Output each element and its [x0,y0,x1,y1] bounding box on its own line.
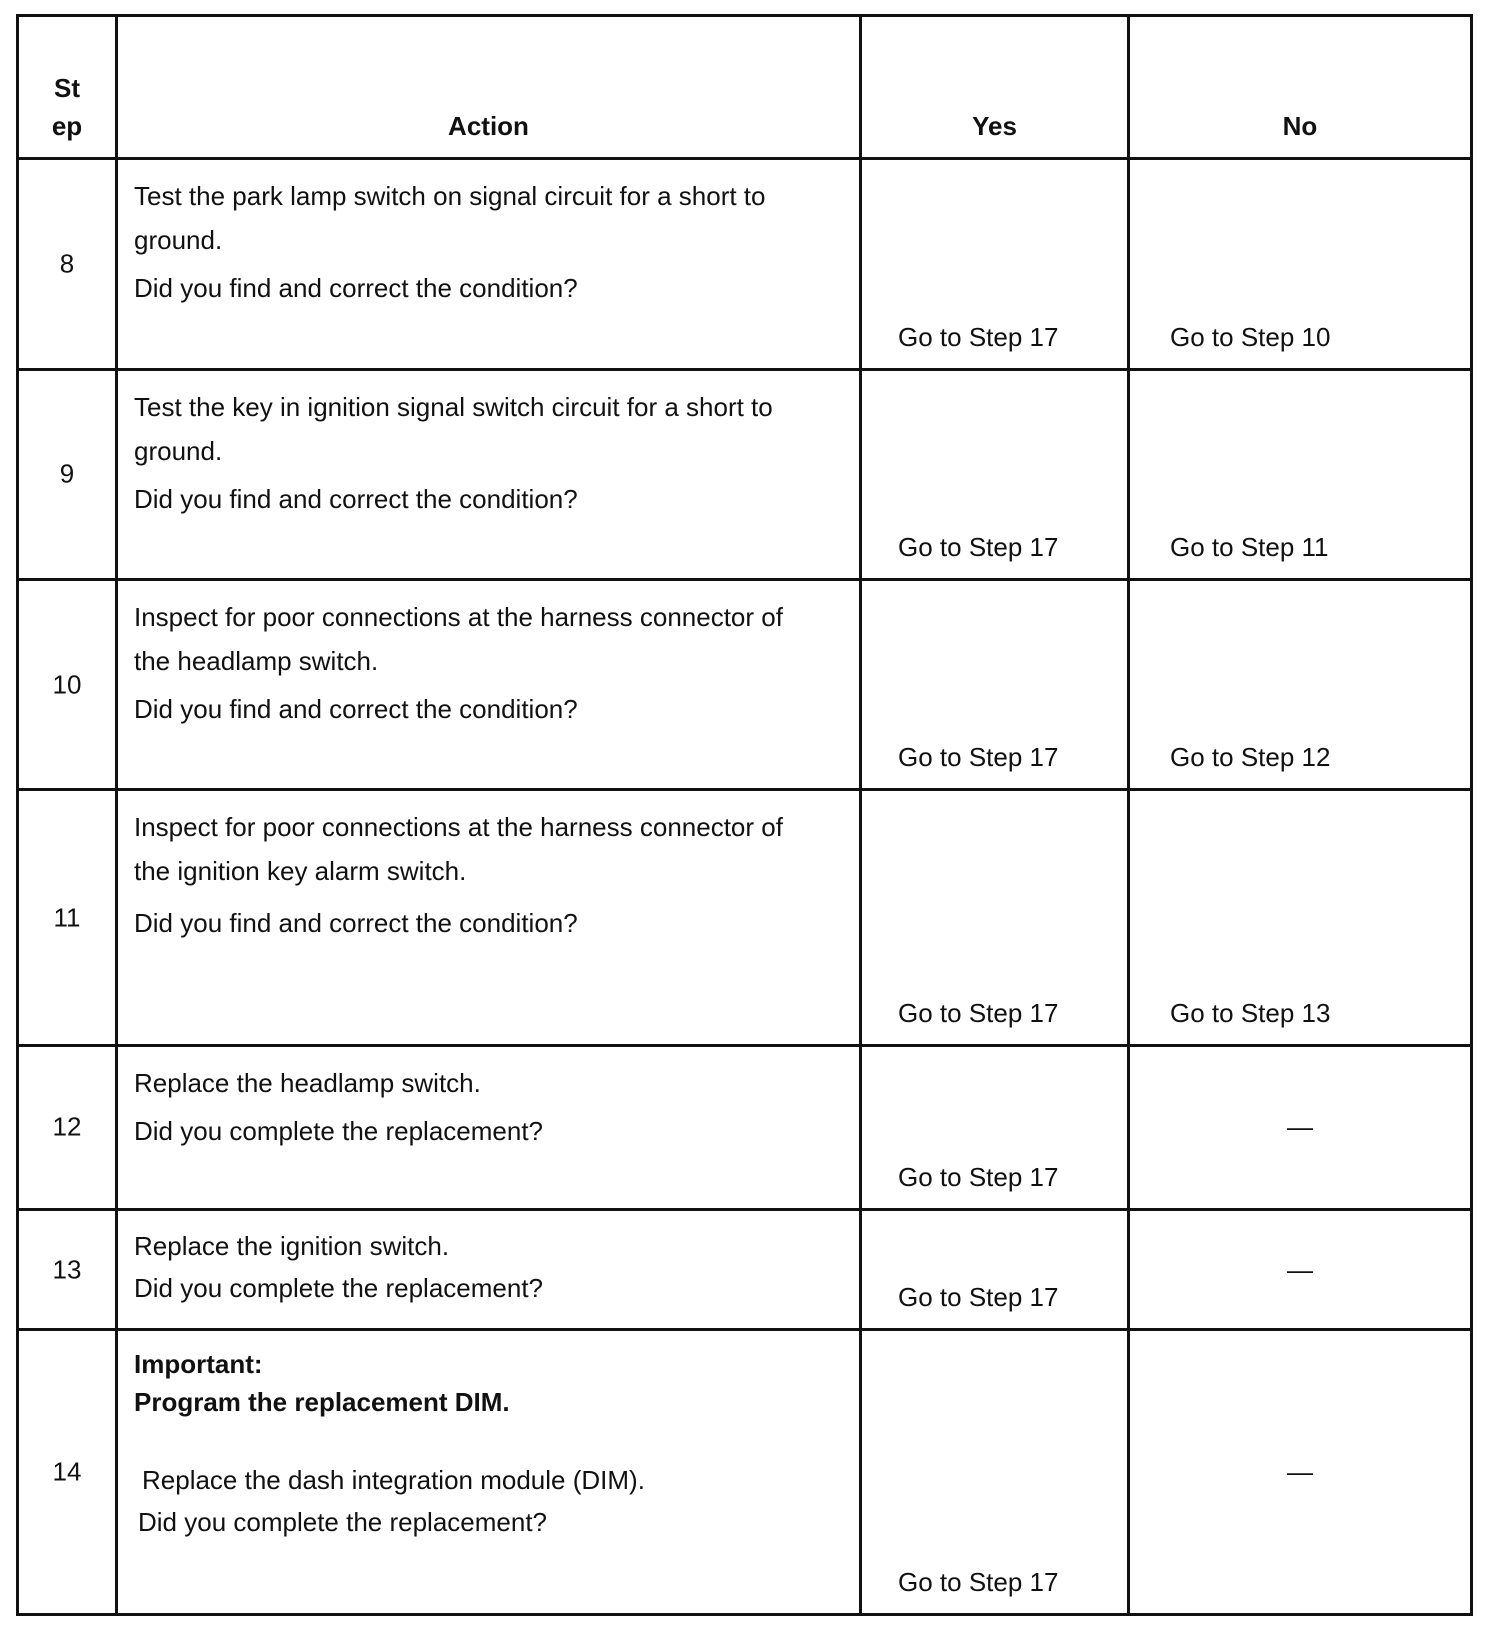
action-text: Test the park lamp switch on signal circuit for a short to ground. [134,181,766,256]
no-link[interactable]: Go to Step 12 [1170,742,1331,773]
yes-cell [861,790,1129,1045]
no-cell [1129,790,1472,1045]
yes-link[interactable]: Go to Step 17 [898,997,1059,1028]
yes-link[interactable]: Go to Step 17 [898,532,1059,563]
step-cell [18,159,117,369]
no-cell [1129,580,1472,790]
yes-cell [861,1045,1129,1209]
step-number: 11 [53,902,81,932]
action-text: Inspect for poor connections at the harness connector of the ignition key alarm switch. [134,812,783,887]
action-question: Did you find and correct the condition? [134,273,578,304]
step-cell [18,580,117,790]
yes-cell [861,159,1129,369]
action-header [117,16,861,159]
action-question: Did you find and correct the condition? [134,908,578,939]
action-text: Replace the ignition switch. [134,1230,450,1261]
yes-link[interactable]: Go to Step 17 [898,742,1059,773]
step-number: 9 [59,458,75,489]
step-header [18,16,117,159]
yes-link[interactable]: Go to Step 17 [898,1161,1059,1192]
step-cell [18,1045,117,1209]
table-row [18,369,1472,579]
action-text: Test the key in ignition signal switch circuit for a short to ground. [134,391,773,466]
action-cell [117,1045,861,1209]
action-cell [117,369,861,579]
no-cell [1129,369,1472,579]
yes-link[interactable]: Go to Step 17 [898,1282,1059,1313]
no-link[interactable]: Go to Step 13 [1170,997,1331,1028]
yes-header [861,16,1129,159]
action-cell [117,159,861,369]
action-question: Did you complete the replacement? [134,1115,544,1146]
step-header-line1: St [54,73,80,104]
yes-cell [861,1209,1129,1329]
step-cell [18,369,117,579]
action-cell [117,790,861,1045]
yes-cell [861,1330,1129,1615]
step-number: 8 [59,248,75,279]
no-link[interactable]: Go to Step 11 [1170,532,1329,563]
table-row [18,159,1472,369]
action-text: Inspect for poor connections at the harness connector of the headlamp switch. [134,602,783,677]
no-cell [1129,159,1472,369]
action-cell [117,580,861,790]
step-cell [18,790,117,1045]
yes-cell [861,369,1129,579]
table-row [18,580,1472,790]
important-note: Program the replacement DIM. [134,1387,510,1418]
action-question: Did you find and correct the condition? [134,694,578,725]
header-row [18,16,1472,159]
yes-cell [861,580,1129,790]
table-row [18,1209,1472,1329]
action-text: Replace the dash integration module (DIM). [142,1465,645,1496]
no-dash: — [1287,1111,1313,1142]
no-cell [1129,1209,1472,1329]
step-number: 10 [52,669,82,700]
action-header-label: Action [448,111,529,142]
action-text: Replace the headlamp switch. [134,1067,481,1098]
important-label: Important: [134,1349,263,1380]
no-cell [1129,1330,1472,1615]
no-header [1129,16,1472,159]
no-link[interactable]: Go to Step 10 [1170,321,1331,352]
no-header-label: No [1282,111,1318,142]
table-row [18,790,1472,1045]
yes-link[interactable]: Go to Step 17 [898,321,1059,352]
action-cell [117,1330,861,1615]
no-cell [1129,1045,1472,1209]
yes-link[interactable]: Go to Step 17 [898,1567,1059,1597]
table-row [18,1330,1472,1615]
action-question: Did you complete the replacement? [138,1507,548,1538]
table-row [18,1045,1472,1209]
step-number: 12 [52,1111,82,1142]
action-question: Did you find and correct the condition? [134,483,578,514]
step-number: 14 [52,1456,82,1487]
action-cell [117,1209,861,1329]
step-number: 13 [52,1254,82,1285]
yes-header-label: Yes [972,111,1017,142]
action-question: Did you complete the replacement? [134,1272,544,1303]
no-dash: — [1287,1254,1313,1285]
step-cell [18,1330,117,1615]
diagnostic-steps-table [16,14,1473,1616]
no-dash: — [1287,1456,1313,1487]
step-header-line2: ep [51,111,83,142]
step-cell [18,1209,117,1329]
